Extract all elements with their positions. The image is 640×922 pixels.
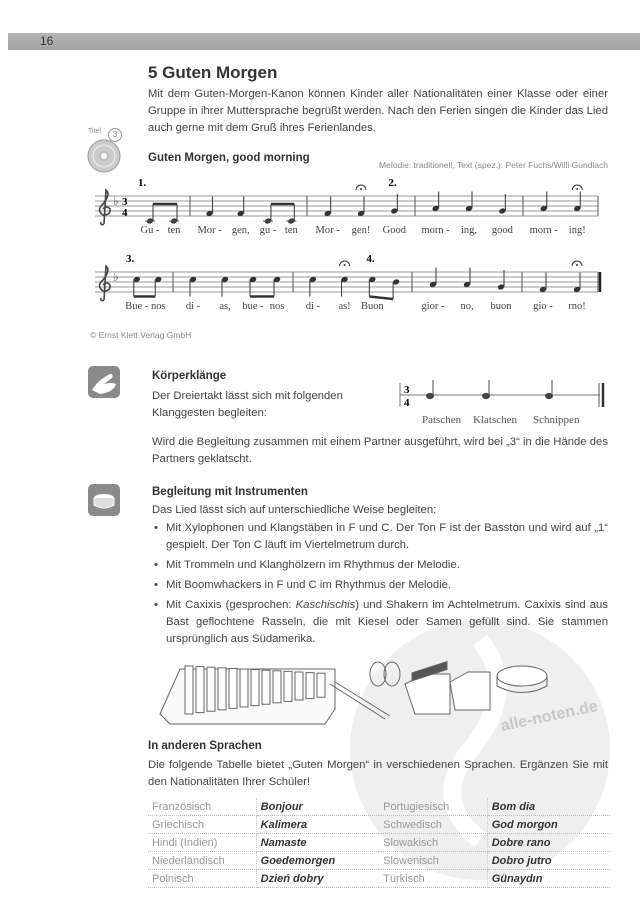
sprachen-text: Die folgende Tabelle bietet „Guten Morgen“ in verschiedenen Sprachen. Ergänzen Sie mit den Nationalitäten Ihrer Schüler! — [148, 759, 608, 788]
note — [483, 393, 490, 398]
note — [427, 393, 434, 398]
header-bar — [8, 33, 640, 50]
lyric-syllable: nos — [269, 301, 285, 312]
table-row — [148, 834, 610, 852]
lyric-syllable: good — [491, 225, 513, 236]
greeting-cell: Bom dia — [487, 798, 610, 816]
time-signature-bottom: 4 — [404, 397, 410, 409]
sprachen-heading: In anderen Sprachen — [148, 740, 262, 752]
hand-icon — [88, 366, 120, 398]
table-row — [148, 852, 610, 870]
flat-key-signature: ♭ — [113, 194, 119, 208]
beam — [369, 297, 393, 300]
koerper-paragraph: Wird die Begleitung zusammen mit einem Partner ausgeführt, wird bei „3“ in die Hände des Partners geklatscht. — [152, 436, 608, 465]
language-cell: Niederländisch — [148, 852, 256, 870]
greeting-cell: Namaste — [256, 834, 379, 852]
language-cell: Hindi (Indien) — [148, 834, 256, 852]
table-row — [148, 816, 610, 834]
list-item-text: Mit Xylophonen und Klangstäben in F und C. Der Ton F ist der Basston und wird auf „1“ gespielt. Der Ton C läuft im Viertelmetrum durch. — [166, 522, 608, 551]
table-row — [148, 870, 610, 888]
greeting-cell: Kalimera — [256, 816, 379, 834]
koerper-heading: Körperklänge — [152, 370, 227, 382]
flat-key-signature: ♭ — [113, 270, 119, 284]
lyric-syllable: Mor - — [197, 225, 222, 236]
intro-text: Mit dem Guten-Morgen-Kanon können Kinder aller Nationalitäten einer Klasse oder einer Gruppe in ihrer Muttersprache begrüßt werden. Nach den Ferien singen die Kinder das Lied auch gerne mit dem Gruß ihres Ferienlandes. — [148, 88, 608, 134]
music-score — [0, 170, 640, 330]
rhythm-label: Patschen — [422, 414, 462, 426]
fermata-dot — [360, 188, 362, 190]
lyric-syllable: buon — [490, 301, 512, 312]
lyric-syllable: Buon — [360, 301, 384, 312]
lyric-syllable: Mor - — [315, 225, 340, 236]
list-item — [152, 597, 608, 648]
table-row — [148, 798, 610, 816]
lyric-syllable: no, — [460, 301, 474, 312]
greeting-cell: Dobro jutro — [487, 852, 610, 870]
copyright: © Ernst Klett Verlag GmbH — [90, 330, 192, 340]
canon-entry-mark: 3. — [126, 253, 135, 265]
fermata-dot — [576, 264, 578, 266]
language-cell: Slowakisch — [379, 834, 487, 852]
fermata-dot — [576, 188, 578, 190]
xylophone-bar — [229, 668, 237, 708]
greeting-cell: Günaydın — [487, 870, 610, 888]
lyric-syllable: gio - — [533, 301, 553, 312]
greeting-cell: Bonjour — [256, 798, 379, 816]
list-item-text: Mit Caxixis (gesprochen: — [166, 599, 296, 611]
greeting-cell: God morgon — [487, 816, 610, 834]
lyric-syllable: morn - — [421, 225, 450, 236]
greeting-cell: Dobre rano — [487, 834, 610, 852]
song-title: Guten Morgen, good morning — [148, 152, 310, 164]
lyric-syllable: nos — [150, 301, 166, 312]
lyric-syllable: as, — [219, 301, 231, 312]
xylophone-bar — [273, 671, 281, 703]
xylophone-bar — [185, 666, 193, 714]
lyric-syllable: ten — [284, 225, 298, 236]
xylophone-bar — [284, 671, 292, 701]
canon-entry-mark: 1. — [138, 177, 147, 189]
list-item — [152, 577, 608, 594]
language-cell: Slowenisch — [379, 852, 487, 870]
list-item-text: ) und Shakern im Achtelmetrum. Caxixis sind aus Bast geflochtene Rasseln, die mit Kiesel oder Samen gefüllt sind. Sie stammen ursprünglich aus Südamerika. — [166, 599, 608, 645]
cd-track-number: 3 — [108, 128, 122, 142]
page-title: 5 Guten Morgen — [148, 63, 278, 82]
page-number: 16 — [40, 34, 54, 48]
cd-icon — [86, 128, 136, 176]
list-item — [152, 520, 608, 554]
lyric-syllable: di - — [305, 301, 321, 312]
lyric-syllable: gen! — [351, 225, 371, 236]
xylophone-bar — [251, 670, 259, 706]
language-cell: Türkisch — [379, 870, 487, 888]
language-cell: Polnisch — [148, 870, 256, 888]
lyric-syllable: ing! — [568, 225, 586, 236]
lyric-syllable: gen, — [231, 225, 250, 236]
begleitung-heading: Begleitung mit Instrumenten — [152, 486, 308, 498]
lyric-syllable: gu - — [259, 225, 277, 236]
xylophone-bar — [240, 669, 248, 707]
lyric-syllable: gior - — [421, 301, 445, 312]
time-signature-top: 3 — [404, 384, 410, 396]
time-signature-bottom: 4 — [122, 207, 128, 219]
language-cell: Griechisch — [148, 816, 256, 834]
list-item — [152, 557, 608, 574]
xylophone-bar — [262, 670, 270, 704]
list-item-text: Mit Trommeln und Klanghölzern im Rhythmus der Melodie. — [166, 559, 460, 571]
lyric-syllable: rno! — [568, 301, 586, 312]
lyric-syllable: ing, — [460, 225, 478, 236]
lyric-syllable: morn - — [529, 225, 558, 236]
song-credit: Melodie: traditionell, Text (spez.): Peter Fuchs/Willi Gundlach — [379, 160, 608, 170]
begleitung-text: Das Lied lässt sich auf unterschiedliche Weise begleiten: — [152, 504, 437, 516]
rhythm-label: Klatschen — [473, 414, 517, 426]
fermata-dot — [344, 264, 346, 266]
rhythm-label: Schnippen — [533, 414, 580, 426]
xylophone-bar — [207, 667, 215, 711]
treble-clef — [100, 190, 111, 225]
greetings-table — [148, 798, 610, 888]
koerper-text: Der Dreiertakt lässt sich mit folgenden Klanggesten begleiten: — [152, 390, 343, 419]
canon-entry-mark: 2. — [388, 177, 397, 189]
time-signature-top: 3 — [122, 196, 128, 208]
greeting-cell: Dzień dobry — [256, 870, 379, 888]
rhythm-notation — [390, 380, 615, 430]
xylophone-bar — [196, 667, 204, 713]
lyric-syllable: Gu - — [140, 225, 160, 236]
note — [546, 393, 553, 398]
language-cell: Portugiesisch — [379, 798, 487, 816]
watermark-text: alle-noten.de — [499, 697, 600, 736]
list-item-text: Kaschischis — [295, 599, 356, 611]
cd-label: Titel — [88, 128, 101, 135]
lyric-syllable: as! — [338, 301, 351, 312]
treble-clef — [100, 266, 111, 301]
begleitung-list — [152, 520, 608, 651]
list-item-text: Mit Boomwhackers in F und C im Rhythmus der Melodie. — [166, 579, 452, 591]
lyric-syllable: di - — [185, 301, 201, 312]
drum-icon — [88, 484, 120, 516]
greeting-cell: Goedemorgen — [256, 852, 379, 870]
lyric-syllable: bue - — [242, 301, 264, 312]
canon-entry-mark: 4. — [366, 253, 375, 265]
lyric-syllable: ten — [167, 225, 181, 236]
xylophone-bar — [295, 672, 303, 700]
xylophone-bar — [218, 668, 226, 710]
language-cell: Schwedisch — [379, 816, 487, 834]
xylophone-bar — [317, 673, 325, 697]
xylophone-bar — [306, 673, 314, 699]
lyric-syllable: Bue - — [125, 301, 149, 312]
language-cell: Französisch — [148, 798, 256, 816]
lyric-syllable: Good — [382, 225, 407, 236]
